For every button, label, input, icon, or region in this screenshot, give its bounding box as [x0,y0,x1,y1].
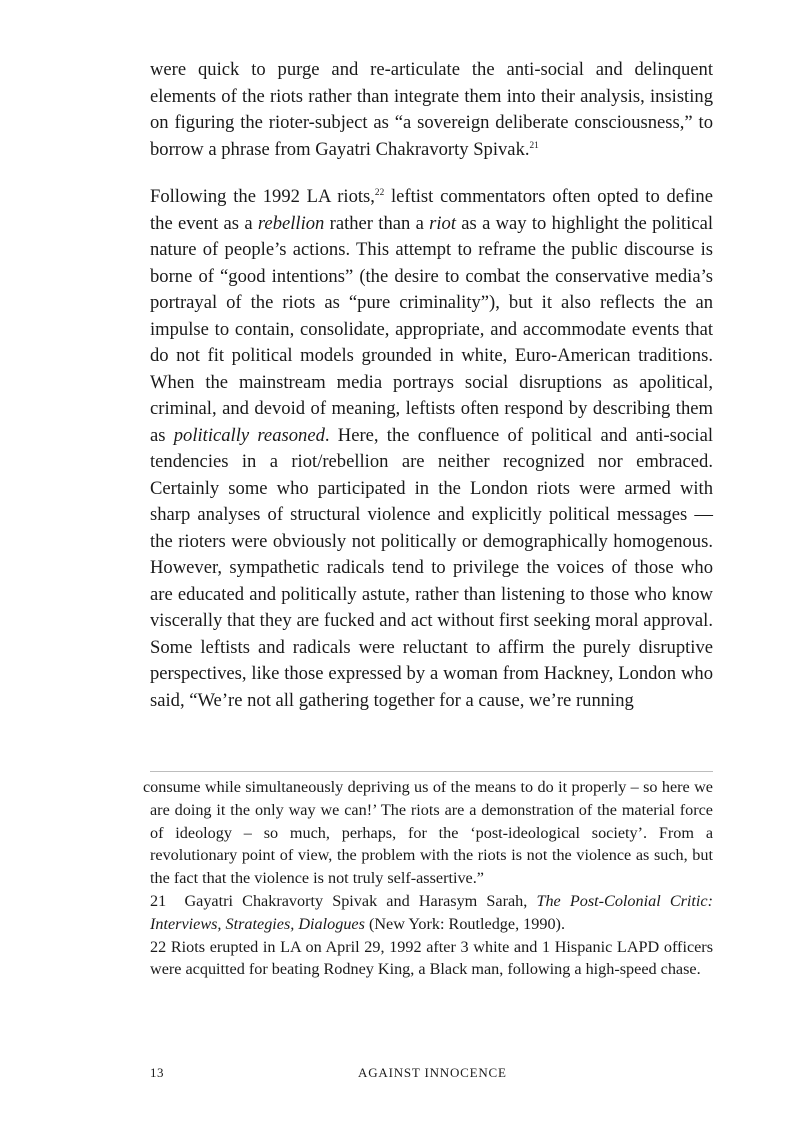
footnote-continuation: consume while simultaneously depriving us of the means to do it properly – so here we are doing it the only way we can!’ The riots are a demonstration of the material force of ideology – so much, perhaps, for the ‘post-ideological society’. From a revolutionary point of view, the problem with the riots is not the violence as such, but the fact that the violence is not truly self-assertive.” [143,778,713,888]
footnote-ref-21[interactable]: 21 [529,140,539,151]
emphasis-rebellion: rebellion [257,212,325,234]
paragraph-text-a: Following the 1992 LA riots, [150,186,375,207]
footnote-text-end: (New York: Routledge, 1990). [364,914,565,933]
footnotes [143,776,714,981]
paragraph-text-e: . Here, the confluence of political and anti-social tendencies in a riot/rebellion are neither recognized nor embraced. Certainly some who participated in the London riots were armed with sharp analyses of structural violence and explicitly political messages — the rioters were obviously not politically or demographically homogenous. However, sympathetic radicals tend to privilege the voices of those who are educated and politically astute, rather than listening to those who know viscerally that they are fucked and act without first seeking moral approval. Some leftists and radicals were reluctant to affirm the purely disruptive perspectives, like those expressed by a woman from Hackney, London who said, “We’re not all gathering together for a cause, we’re running [150,424,714,711]
footnote-ref-22[interactable]: 22 [374,188,385,199]
footnote-21 [150,890,713,936]
body-paragraph-2 [150,184,713,714]
emphasis-politically-reasoned: politically reasoned [173,424,325,446]
footnote-number: 21 [150,891,167,910]
footnote-text: Riots erupted in LA on April 29, 1992 after 3 white and 1 Hispanic LAPD officers were acquitted for beating Rodney King, a Black man, following a high-speed chase. [150,937,714,979]
book-title: The Post-Colonial Critic: Interviews, Strategies, Dialogues [150,891,713,933]
footnote-text: Gayatri Chakravorty Spivak and Harasym Sarah, [184,891,537,910]
footnote-number: 22 [150,937,167,956]
running-title: AGAINST INNOCENCE [358,1065,507,1080]
paragraph-text-b: leftist commentators often opted to define the event as a [150,186,713,234]
paragraph-text-d: as a way to highlight the political nature of people’s actions. This attempt to reframe the public discourse is borne of “good intentions” (the desire to combat the conservative media’s portrayal of the riots as “pure criminality”), but it also reflects the an impulse to contain, consolidate, appropriate, and accommodate events that do not fit political models grounded in white, Euro-American traditions. When the mainstream media portrays social disruptions as apolitical, criminal, and devoid of meaning, leftists often respond by describing them as [150,212,713,446]
footnote-22 [150,936,713,982]
page-number: 13 [150,1065,164,1080]
footnote-divider [150,771,713,772]
emphasis-riot: riot [429,212,456,234]
body-paragraph-1 [150,57,713,163]
paragraph-text: were quick to purge and re-articulate the anti-social and delinquent elements of the riots rather than integrate them into their analysis, insisting on figuring the rioter-subject as “a sovereign deliberate consciousness,” to borrow a phrase from Gayatri Chakravorty Spivak. [150,59,713,160]
paragraph-text-c: rather than a [324,212,430,234]
